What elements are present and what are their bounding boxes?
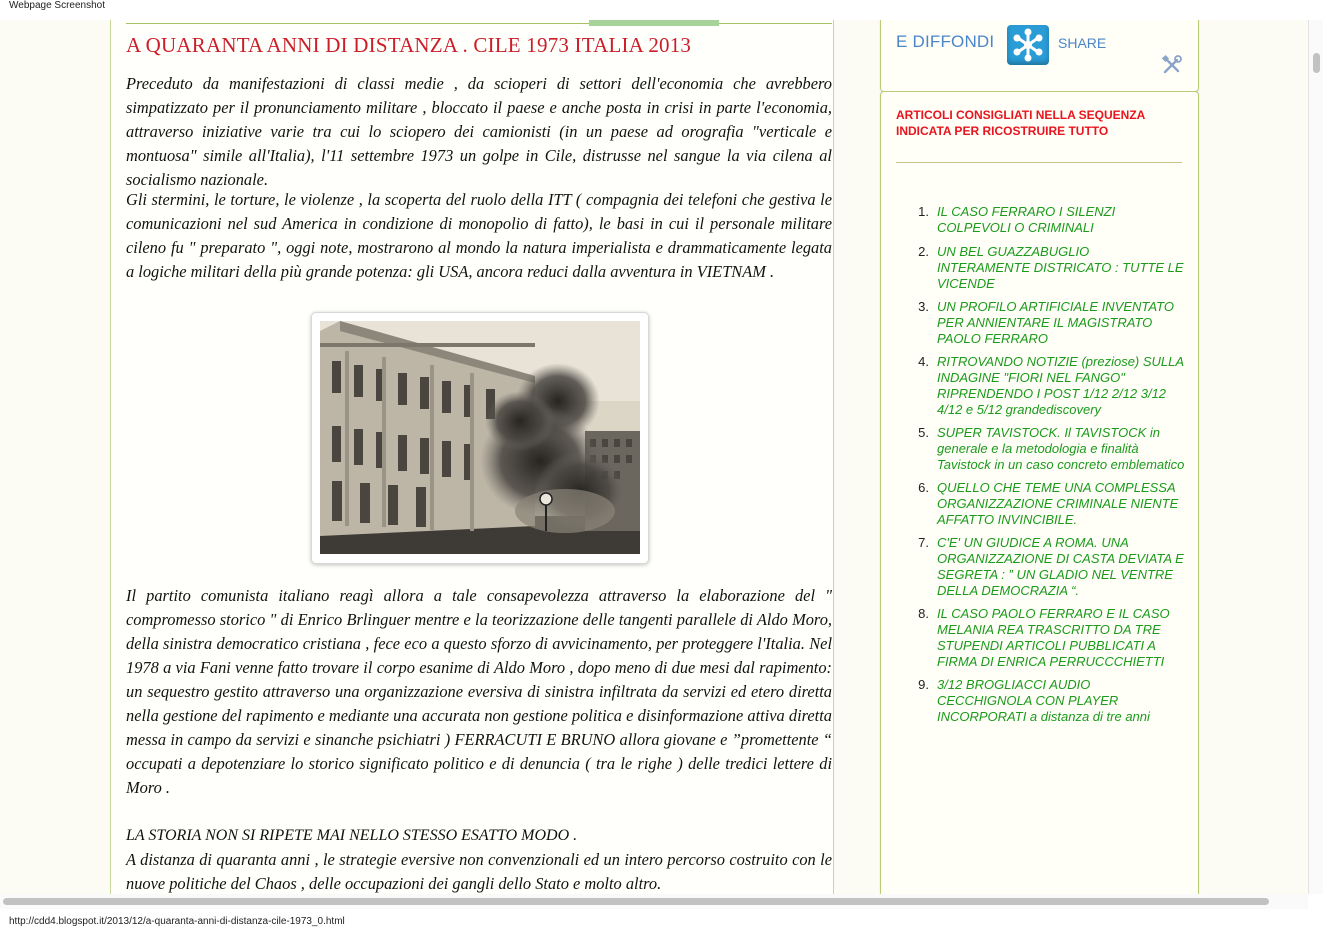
share-label[interactable]: SHARE [1058,35,1107,51]
list-item-number: 9. [918,677,929,692]
list-item [881,677,1198,725]
horizontal-scrollbar[interactable] [0,894,1308,909]
list-item-number: 2. [918,244,929,259]
list-item [881,535,1198,599]
recommended-articles-widget [880,91,1199,894]
article-link[interactable]: UN BEL GUAZZABUGLIO INTERAMENTE DISTRICATO : TUTTE LE VICENDE [937,244,1184,291]
recommended-articles-list [881,204,1198,725]
post-title[interactable]: A QUARANTA ANNI DI DISTANZA . CILE 1973 ITALIA 2013 [126,33,692,57]
widget-divider [896,162,1182,163]
edit-tools-icon[interactable] [1161,54,1183,76]
vertical-scrollbar[interactable] [1308,20,1323,894]
list-item [881,480,1198,528]
list-item [881,354,1198,418]
list-item-number: 4. [918,354,929,369]
list-item-number: 7. [918,535,929,550]
article-link[interactable]: C'E' UN GIUDICE A ROMA. UNA ORGANIZZAZIONE DI CASTA DEVIATA E SEGRETA : ” UN GLADIO NEL VENTRE DELLA DEMOCRAZIA “. [937,535,1184,598]
window-title: Webpage Screenshot [9,0,105,11]
share-button[interactable] [1007,25,1049,65]
status-bar [0,909,1323,928]
post-paragraph-3: Il partito comunista italiano reagì allora a tale consapevolezza attraverso la elaborazione del " compromesso storico " di Enrico Brlinguer mentre e la teorizzazione delle tangenti parallele di Aldo Moro, della sinistra democratico cristiana , fece eco a questo sforzo di avvicinamento, per proteggere l'Italia. Nel 1978 a via Fani venne fatto trovare il corpo esanime di Aldo Moro , dopo meno di due mesi dal rapimento: un sequestro gestito attraverso una organizzazione eversiva di sinistra infiltrata da servizi ed etero diretta nella gestione del rapimento e mediante una accurata non gestione politica e disinformazione attiva diretta messa in campo da servizi e sinanche psichiatri ) FERRACUTI E BRUNO allora giovane e ”promettente “ occupati a depotenziare lo storico significato politico e di denuncia ( tra le righe ) delle tredici lettere di Moro . [126,586,832,797]
blog-post [110,20,834,894]
post-top-divider [126,23,832,24]
list-item-number: 3. [918,299,929,314]
article-link[interactable]: QUELLO CHE TEME UNA COMPLESSA ORGANIZZAZIONE CRIMINALE NIENTE AFFATTO INVINCIBILE. [937,480,1179,527]
list-item-number: 1. [918,204,929,219]
tab-indicator [589,20,719,26]
post-paragraph-2: Gli stermini, le torture, le violenze , la scoperta del ruolo della ITT ( compagnia dei telefoni che gestiva le comunicazioni nel sud America in condizione di monopolio di fatto), le basi in cui il personale militare cileno fu " preparato ", oggi note, mostrarono al mondo la natura imperialista e drammaticamente legata a logiche militari della più grande potenza: gli USA, ancora reduci dalla avventura in VIETNAM . [126,190,832,281]
list-item [881,299,1198,347]
article-link[interactable]: RITROVANDO NOTIZIE (preziose) SULLA INDAGINE "FIORI NEL FANGO" RIPRENDENDO I POST 1/12 2/12 3/12 4/12 e 5/12 grandediscovery [937,354,1184,417]
post-paragraph-4: LA STORIA NON SI RIPETE MAI NELLO STESSO ESATTO MODO . [126,827,578,844]
list-item-number: 6. [918,480,929,495]
status-url: http://cdd4.blogspot.it/2013/12/a-quaranta-anni-di-distanza-cile-1973_0.html [9,916,345,927]
post-image-frame[interactable] [311,312,649,564]
article-link[interactable]: IL CASO FERRARO I SILENZI COLPEVOLI O CRIMINALI [937,204,1116,235]
share-icon [1007,25,1049,65]
diffondi-label: E DIFFONDI [896,32,995,51]
post-paragraph-5: A distanza di quaranta anni , le strategie eversive non convenzionali ed un intero percorso costruito con le nuove politiche del Chaos , delle occupazioni dei gangli dello Stato e molto altro. [126,850,832,893]
post-paragraph-1: Preceduto da manifestazioni di classi medie , da scioperi di settori dell'economia che avrebbero simpatizzato per il pronunciamento militare , bloccato il paese e anche posta in crisi in parte l'economia, attraverso iniziative varie tra cui lo sciopero dei camionisti (in un paese ad orografia "verticale e montuosa" simile all'Italia), l'11 settembre 1973 un golpe in Cile, distrusse nel sangue la via cilena al socialismo nazionale. [126,74,832,189]
article-link[interactable]: SUPER TAVISTOCK. Il TAVISTOCK in generale e la metodologia e finalità Tavistock in un caso concreto emblematico [937,425,1185,472]
recommended-articles-title: ARTICOLI CONSIGLIATI NELLA SEQUENZA INDICATA PER RICOSTRUIRE TUTTO [896,108,1145,138]
horizontal-scrollbar-thumb[interactable] [3,898,1269,905]
list-item-number: 5. [918,425,929,440]
list-item [881,606,1198,670]
vertical-scrollbar-thumb[interactable] [1313,53,1320,73]
article-link[interactable]: IL CASO PAOLO FERRARO E IL CASO MELANIA REA TRASCRITTO DA TRE STUPENDI ARTICOLI PUBBLICATI A FIRMA DI ENRICA PERRUCCCHIETTI [937,606,1170,669]
list-item [881,244,1198,292]
moneda-bombing-photo[interactable] [320,321,640,554]
window-titlebar [0,0,1323,20]
share-widget [880,20,1199,92]
list-item [881,204,1198,236]
page-viewport [0,20,1308,894]
article-link[interactable]: 3/12 BROGLIACCI AUDIO CECCHIGNOLA CON PLAYER INCORPORATI a distanza di tre anni [937,677,1150,724]
list-item-number: 8. [918,606,929,621]
list-item [881,425,1198,473]
article-link[interactable]: UN PROFILO ARTIFICIALE INVENTATO PER ANNIENTARE IL MAGISTRATO PAOLO FERRARO [937,299,1174,346]
